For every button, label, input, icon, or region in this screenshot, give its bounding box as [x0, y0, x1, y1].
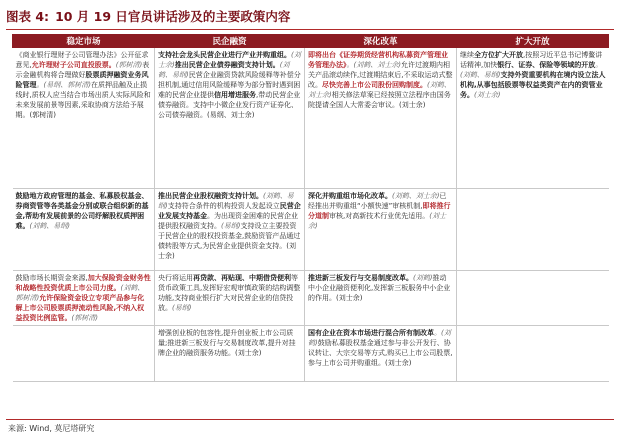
cell-stabilize-market	[13, 189, 155, 271]
cell-text-segment: 继续	[460, 51, 474, 59]
cell-text-segment: 推出民营企业股权融资支持计划。	[158, 192, 263, 200]
header-private-financing: 民企融资	[155, 35, 305, 48]
cell-text-segment: 鼓励地方政府管理的基金、私募股权基金、券商资管等各类基金分别或联合组织新的基金,帮助有发展前景的公司纾解股权质押困难。	[15, 192, 149, 230]
cell-expand-opening	[457, 48, 609, 189]
cell-expand-opening	[457, 326, 609, 382]
cell-text-segment: 支持社会龙头民营企业进行产业并购重组。	[158, 51, 291, 59]
cell-text-segment: (易纲)	[172, 304, 192, 312]
cell-text-segment: 在质押品触及止损线时,质权人应当结合市场出质人实际风险和未来发展前景等因素,采取协商方法给予展期。(郭树清)	[15, 81, 151, 119]
cell-deepen-reform	[305, 326, 457, 382]
cell-text-segment: 鼓励私募股权基金通过参与非公开发行、协议转让、大宗交易等方式,购买已上市公司股票,参与上市公司并购重组。(刘士余)	[308, 339, 453, 367]
cell-text-segment: ,带动民营企业债券融资。支持中小微企业发行资产证券化、公司债券融资。(易纲、刘士余)	[158, 91, 301, 119]
cell-text-segment: (刘鹤、易纲)	[29, 222, 70, 230]
cell-private-financing	[155, 326, 305, 382]
cell-text-segment: 推动中小企业融资便利化,发挥新三板服务中小企业的作用。(刘士余)	[308, 274, 451, 302]
cell-text-segment: 支持符合条件的机构投资人发起设立	[167, 202, 280, 210]
footer-divider	[6, 419, 614, 420]
cell-text-segment: 民营企业发展支持基金	[158, 202, 301, 220]
figure-title: 10 月 19 日官员讲话涉及的主要政策内容	[55, 9, 291, 24]
cell-text-segment: 。(刘鹤)	[308, 329, 451, 347]
cell-text-segment: 银行、证券、保险等领域的开放	[497, 61, 596, 69]
title-divider	[6, 29, 614, 30]
cell-text-segment: 表示金融机构将合理做好	[15, 61, 150, 79]
cell-deepen-reform	[305, 48, 457, 189]
cell-deepen-reform	[305, 271, 457, 326]
table-row	[13, 48, 609, 189]
cell-text-segment: (刘鹤)	[413, 274, 433, 282]
figure-label: 图表 4:	[6, 9, 50, 24]
cell-stabilize-market	[13, 48, 155, 189]
cell-text-segment: 。(刘鹤、易纲)	[460, 61, 603, 79]
cell-text-segment: (郭树清)	[71, 314, 98, 322]
cell-text-segment: 《商业银行理财子公司管理办法》公开征求意见,	[15, 51, 149, 69]
table-row	[13, 271, 609, 326]
cell-text-segment: 民营企业融资贷款风险缓释等补偿分担机制,通过信用风险缓释等为部分暂时遇到困难的民营企业提供	[158, 71, 301, 99]
policy-table	[12, 34, 609, 382]
cell-text-segment: 鼓励市场长期资金来源,	[15, 274, 88, 282]
cell-text-segment: 。为出现资金困难的民营企业提供股权融资支持。	[158, 212, 298, 230]
cell-text-segment: 增强创业板的包容性,提升创业板上市公司质量;推进新三板发行与交易制度改革,提升对挂牌企业的融资服务功能。(刘士余)	[158, 329, 296, 357]
cell-text-segment: 。(易纲、郭树清)	[36, 81, 91, 89]
cell-text-segment: 加大保险资金财务性和战略性投资优质上市公司力度。	[15, 274, 151, 292]
cell-text-segment: 央行将运用	[158, 274, 193, 282]
cell-text-segment: 允许保险资金设立专项产品参与化解上市公司股票质押流动性风险,不纳入权益投资比例监管。	[15, 294, 145, 322]
cell-text-segment: (郭树清)	[115, 61, 143, 69]
cell-text-segment: 即将出台《证券期货经营机构私募资产管理业务管理办法》	[308, 51, 448, 69]
cell-private-financing	[155, 48, 305, 189]
cell-text-segment: 国有企业在资本市场进行混合所有制改革	[308, 329, 434, 337]
header-deepen-reform: 深化改革	[305, 35, 457, 48]
cell-text-segment: 即将推行	[422, 202, 451, 210]
cell-text-segment: 推出民营企业债券融资支持计划。	[174, 61, 280, 69]
cell-text-segment: 已经推出并购重组“小额快速”审核机制,	[308, 192, 447, 210]
header-expand-opening: 扩大开放	[457, 35, 609, 48]
figure-title-row	[6, 4, 614, 28]
cell-private-financing	[155, 271, 305, 326]
cell-text-segment: (刘鹤、郭树清)	[15, 284, 145, 302]
cell-text-segment: 允许过渡期内相关产品滚动续作,过渡期结束后,不采取运动式整改。	[308, 61, 453, 89]
cell-text-segment: 信用增进服务	[214, 91, 256, 99]
cell-text-segment: 从事包括股票等权益类资产在内的资管业务。	[460, 81, 603, 99]
source-note: 来源: Wind, 莫尼塔研究	[8, 424, 95, 433]
cell-text-segment: 再贷款、再贴现、中期借贷便利	[193, 274, 291, 282]
cell-text-segment: (刘鹤、易纲)	[158, 61, 290, 79]
cell-text-segment: 允许理财子公司直投股票。	[31, 61, 116, 69]
cell-text-segment: 股票质押融资业务风险管理	[15, 71, 149, 89]
cell-expand-opening	[457, 271, 609, 326]
cell-text-segment: (刘士余)	[158, 51, 301, 69]
cell-text-segment: 审核,对高新技术行业优先适用。	[329, 212, 430, 220]
cell-text-segment: 等货币政策工具,发挥好宏观审慎政策的结构调整功能,支持商业银行扩大对民营企业的信贷投放。	[158, 274, 301, 312]
cell-text-segment: 推进新三板发行与交易制度改革。	[308, 274, 413, 282]
cell-expand-opening	[457, 189, 609, 271]
cell-stabilize-market	[13, 271, 155, 326]
cell-text-segment: (刘鹤、刘士余)	[392, 192, 440, 200]
header-stabilize-market: 稳定市场	[13, 35, 155, 48]
table-row	[13, 189, 609, 271]
cell-text-segment: 全方位扩大开放	[474, 51, 523, 59]
cell-text-segment: 相关修法草案已经按照立法程序由国务院提请全国人大常委会审议。(刘士余)	[308, 91, 451, 109]
cell-stabilize-market	[13, 326, 155, 382]
cell-text-segment: ,按照习近平总书记博鳌讲话精神,加快	[460, 51, 603, 69]
cell-text-segment: (刘士余)	[474, 91, 501, 99]
cell-text-segment: 深化并购重组市场化改革。	[308, 192, 392, 200]
table-row	[13, 326, 609, 382]
cell-deepen-reform	[305, 189, 457, 271]
cell-private-financing	[155, 189, 305, 271]
cell-text-segment: 尽快完善上市公司股份回购制度。	[322, 81, 427, 89]
cell-text-segment: (刘鹤、刘士余)	[308, 81, 451, 99]
cell-text-segment: 分道制	[308, 212, 329, 220]
cell-text-segment: 支持外资重要机构在境内设立法人机构,	[460, 71, 606, 89]
cell-text-segment: (易纲)	[221, 222, 241, 230]
cell-text-segment: (刘士余)	[308, 212, 446, 230]
cell-text-segment: (刘鹤、易纲)	[158, 192, 294, 210]
cell-text-segment: 支持设立主要投资于民营企业的股权投资基金,鼓励资管产品通过债转股等方式,为民营企业提供资金支持。(刘士余)	[158, 222, 301, 260]
table-header-row	[13, 35, 609, 48]
cell-text-segment: 。(刘鹤、刘士余)	[346, 61, 401, 69]
